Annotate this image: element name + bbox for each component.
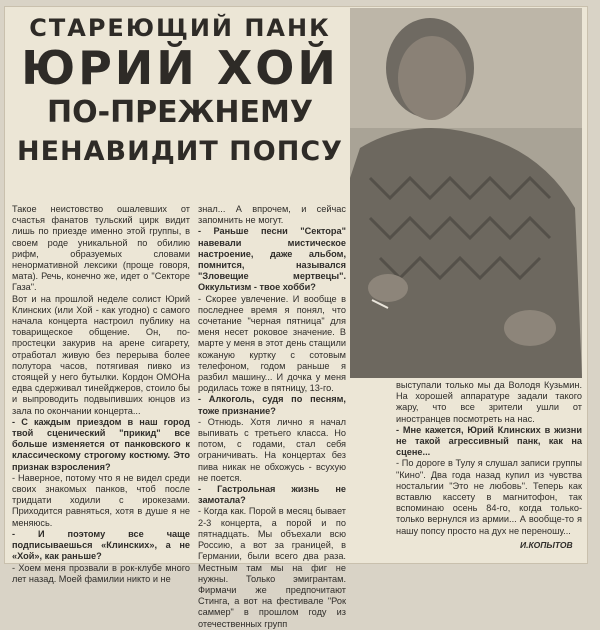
article-column-1 [12, 204, 190, 585]
headline-line-4: НЕНАВИДИТ ПОПСУ [17, 136, 343, 167]
headline-line-1: СТАРЕЮЩИЙ ПАНК [29, 14, 331, 42]
body-paragraph: - Скорее увлечение. И вообще в последнее время я понял, что сочетание "черная пятница" для меня несет роковое значение. В марте у меня в этот день стащили кожаную куртку с сотовым телефоном, годом раньше я разбил машину... И дочка у меня родилась тоже в пятницу, 13-го. [198, 293, 346, 394]
body-paragraph: - Когда как. Порой в месяц бывает 2-3 концерта, а порой и по пятнадцать. Мы объехали всю Россию, а вот за границей, в Германии, были всего два раза. Местным там мы на фиг не нужны. Только эмигрантам. Фирмачи же предпочитают Стинга, а вот на фестивале "Рок саммер" в прошлом году из отечественных групп [198, 506, 346, 629]
body-paragraph: - По дороге в Тулу я слушал записи группы "Кино". Два года назад купил из чувства ностальгии "Это не любовь". Теперь как вставлю кассету в магнитофон, так вспоминаю осень 84-го, когда только-только вернулся из армии... А вообще-то я нашу попсу просто на дух не переношу... [396, 458, 582, 536]
question-paragraph: - Алкоголь, судя по песням, тоже признание? [198, 394, 346, 416]
portrait-photo [350, 8, 582, 378]
body-paragraph: - Наверное, потому что я не видел среди своих знакомых панков, чтоб после тридцати ходили с ирокезами. Приходится равняться, хотя в душе я не меняюсь. [12, 472, 190, 528]
article-column-3 [396, 380, 582, 537]
question-paragraph: - И поэтому все чаще подписываешься «Клинских», а не «Хой», как раньше? [12, 528, 190, 562]
body-paragraph: Такое неистовство ошалевших от счастья фанатов тульский цирк видит лишь по приезде именно этой группы, в своем роде уникальной по обилию рифм, образуемых словами ненормативной лексики (проще говоря, мата). Речь, конечно же, идет о "Секторе Газа". [12, 204, 190, 293]
body-paragraph: выступали только мы да Володя Кузьмин. На хорошей аппаратуре задали такого жару, что все зрители ушли от иностранцев посмотреть на нас. [396, 380, 582, 424]
question-paragraph: - Раньше песни "Сектора" навевали мистическое настроение, даже альбом, помнится, назывался "Зловещие мертвецы". Оккультизм - твое хобби? [198, 226, 346, 293]
headline-line-3: ПО-ПРЕЖНЕМУ [47, 95, 313, 130]
body-paragraph: - Хоем меня прозвали в рок-клубе много лет назад. Моей фамилии никто и не [12, 562, 190, 584]
question-paragraph: - С каждым приездом в наш город твой сценический "прикид" все больше изменяется от панковского к классическому строгому костюму. Это признак взросления? [12, 416, 190, 472]
author-signature: И.КОПЫТОВ [520, 540, 573, 550]
body-paragraph: Вот и на прошлой неделе солист Юрий Клинских (или Хой - как угодно) с самого начала концерта настроил публику на товарищеское общение. Он, по-простецки закурив на арене сигарету, отработал живую без перерыва более полутора часов, потягивая пивко из стоящей у него бутылки. Кордон ОМОНа едва сдерживал тинейджеров, стоило бы и выпроводить подвыпивших юнцов из зала по окончании концерта... [12, 293, 190, 416]
question-paragraph: - Мне кажется, Юрий Клинских в жизни не такой агрессивный панк, как на сцене... [396, 424, 582, 458]
headline-line-2: ЮРИЙ ХОЙ [21, 41, 339, 95]
body-paragraph: - Отнюдь. Хотя лично я начал выпивать с третьего класса. Но потом, с годами, стал себя ограничивать. На концертах без пива никак не обхожусь - всухую не поется. [198, 416, 346, 483]
question-paragraph: - Гастрольная жизнь не замотала? [198, 484, 346, 506]
body-paragraph: знал... А впрочем, и сейчас запомнить не могут. [198, 204, 346, 226]
portrait-illustration [350, 8, 582, 378]
article-column-2 [198, 204, 346, 630]
headline [12, 8, 348, 194]
